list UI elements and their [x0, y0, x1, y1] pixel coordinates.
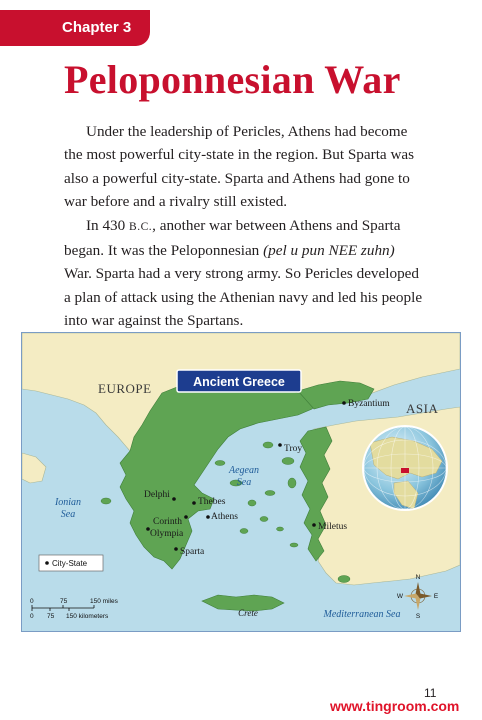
scale-miles-150: 150 miles	[90, 598, 118, 605]
city-label-thebes: Thebes	[198, 497, 226, 507]
city-label-delphi: Delphi	[144, 490, 170, 500]
locator-globe	[363, 426, 447, 510]
city-dot-athens	[206, 515, 210, 519]
paragraph-1: Under the leadership of Pericles, Athens had become the most powerful city-state in the region. But Sparta was also a powerful city-state. Sparta and Athens had gone to war before and a rivalry still existed.	[64, 123, 415, 211]
city-label-byzantium: Byzantium	[348, 399, 390, 409]
city-label-olympia: Olympia	[150, 529, 184, 539]
watermark-text: www.tingroom.com	[330, 698, 460, 714]
rhodes-island	[338, 576, 350, 583]
paragraph-2	[64, 214, 424, 333]
map-title-box	[177, 370, 301, 392]
island-label-crete: Crete	[238, 608, 258, 618]
city-label-athens: Athens	[211, 512, 238, 522]
scale-miles-0: 0	[30, 598, 34, 605]
scale-km-150: 150 kilometers	[66, 613, 109, 620]
map-legend	[39, 555, 103, 571]
compass-west: W	[396, 593, 404, 600]
pronunciation-guide: (pel u pun NEE zuhn)	[263, 242, 395, 260]
legend-city-state: City-State	[52, 559, 88, 568]
city-dot-troy	[278, 443, 282, 447]
body-text	[64, 120, 424, 333]
paragraph-2-text: , another war between Athens and Sparta began. It was the Peloponnesian	[64, 216, 401, 260]
city-dot-byzantium	[342, 401, 346, 405]
city-dot-miletus	[312, 523, 316, 527]
compass-east: E	[433, 593, 439, 600]
map-title: Ancient Greece	[193, 375, 285, 389]
sea-label-aegean-2: Sea	[236, 477, 252, 488]
sea-label-mediterranean: Mediterranean Sea	[323, 609, 401, 620]
city-dot-thebes	[192, 501, 196, 505]
city-dot-corinth	[184, 515, 188, 519]
city-label-sparta: Sparta	[180, 547, 205, 557]
ancient-greece-map	[21, 332, 461, 632]
chapter-tab: Chapter 3	[0, 10, 150, 46]
region-label-asia: ASIA	[406, 401, 439, 416]
sea-label-ionian-2: Sea	[60, 509, 76, 520]
sea-label-ionian: Ionian	[54, 497, 82, 508]
scale-miles-75: 75	[60, 598, 68, 605]
city-dot-delphi	[172, 497, 176, 501]
paragraph-2-text: War. Sparta had a very strong army. So Pericles developed a plan of attack using the Athenian navy and led his people into war against the Spartans.	[64, 265, 423, 330]
compass-south: S	[415, 613, 421, 620]
city-label-miletus: Miletus	[318, 522, 348, 532]
city-label-corinth: Corinth	[153, 517, 183, 527]
city-label-troy: Troy	[284, 444, 303, 454]
sea-label-aegean: Aegean	[229, 465, 259, 476]
era-abbreviation: B.C.	[129, 220, 153, 233]
scale-km-0: 0	[30, 613, 34, 620]
scale-km-75: 75	[47, 613, 55, 620]
compass-north: N	[415, 574, 421, 581]
region-label-europe: EUROPE	[98, 381, 152, 396]
city-dot-sparta	[174, 547, 178, 551]
page-number: 11	[424, 686, 437, 700]
paragraph-2-text: In 430	[86, 216, 130, 234]
page-title: Peloponnesian War	[64, 57, 401, 102]
